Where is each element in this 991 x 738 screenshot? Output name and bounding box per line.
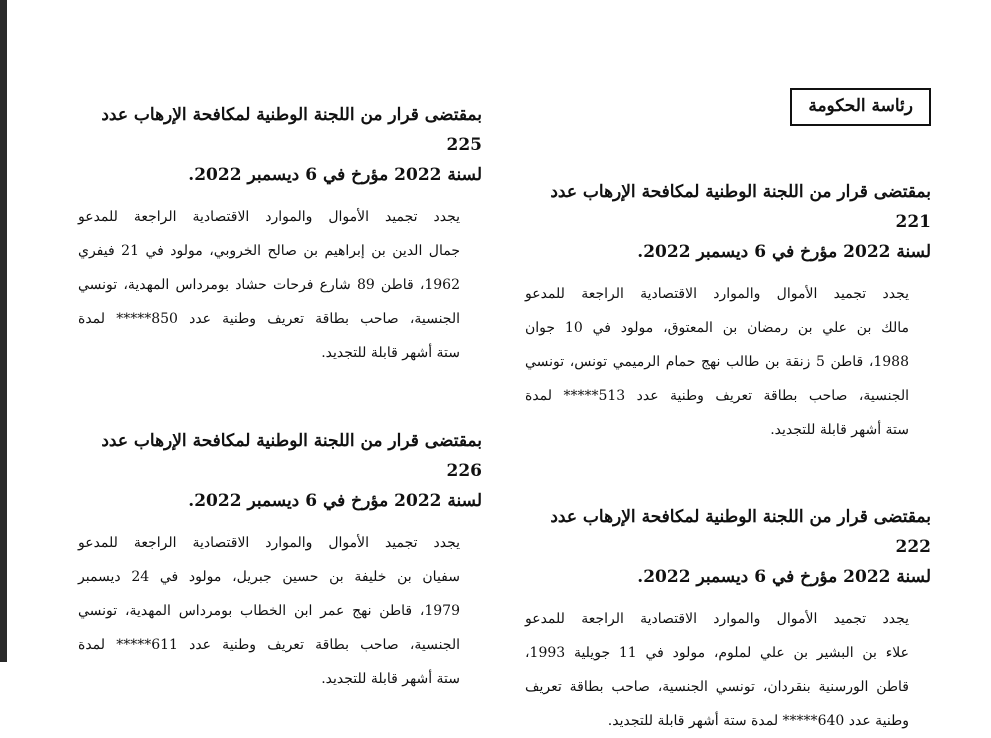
decree-222 — [525, 502, 931, 738]
decree-body-line: وطنية عدد 640***** لمدة ستة أشهر قابلة للتجديد. — [607, 713, 909, 729]
decree-body-line: 1979، قاطن نهج عمر ابن الخطاب بومرداس المهدية، تونسي — [78, 603, 460, 619]
decree-title-line: لسنة 2022 مؤرخ في 6 ديسمبر 2022. — [637, 242, 931, 262]
decree-title — [78, 426, 482, 516]
decree-title — [525, 177, 931, 267]
decree-body — [525, 602, 931, 738]
decree-body-line: جمال الدين بن إبراهيم بن صالح الخروبي، مولود في 21 فيفري — [78, 243, 460, 259]
decree-title-line: بمقتضى قرار من اللجنة الوطنية لمكافحة الإرهاب عدد 226 — [101, 431, 482, 481]
decree-221 — [525, 177, 931, 447]
decree-body — [78, 526, 482, 696]
section-heading-wrap — [525, 88, 931, 138]
page-edge-rule — [0, 0, 7, 662]
decree-title — [525, 502, 931, 592]
decree-body-line: يجدد تجميد الأموال والموارد الاقتصادية الراجعة للمدعو — [78, 209, 460, 225]
decree-body-line: علاء بن البشير بن علي لملوم، مولود في 11 جويلية 1993، — [525, 645, 909, 661]
decree-title-line: بمقتضى قرار من اللجنة الوطنية لمكافحة الإرهاب عدد 221 — [550, 182, 931, 232]
decree-body-line: ستة أشهر قابلة للتجديد. — [770, 422, 909, 438]
decree-title — [78, 100, 482, 190]
decree-title-line: لسنة 2022 مؤرخ في 6 ديسمبر 2022. — [188, 165, 482, 185]
decree-title-line: بمقتضى قرار من اللجنة الوطنية لمكافحة الإرهاب عدد 222 — [550, 507, 931, 557]
decree-body-line: 1962، قاطن 89 شارع فرحات حشاد بومرداس المهدية، تونسي — [78, 277, 460, 293]
decree-body-line: قاطن الورسنية بنقردان، تونسي الجنسية، صاحب بطاقة تعريف — [525, 679, 909, 695]
decree-title-line: لسنة 2022 مؤرخ في 6 ديسمبر 2022. — [637, 567, 931, 587]
decree-title-line: لسنة 2022 مؤرخ في 6 ديسمبر 2022. — [188, 491, 482, 511]
decree-body-line: ستة أشهر قابلة للتجديد. — [321, 671, 460, 687]
decree-body-line: مالك بن علي بن رمضان بن المعتوق، مولود في 10 جوان — [525, 320, 910, 336]
decree-title-line: بمقتضى قرار من اللجنة الوطنية لمكافحة الإرهاب عدد 225 — [101, 105, 482, 155]
decree-body-line: 1988، قاطن 5 زنقة بن طالب نهج حمام الرميمي تونس، تونسي — [525, 354, 909, 370]
decree-body-line: الجنسية، صاحب بطاقة تعريف وطنية عدد 611***** لمدة — [78, 637, 460, 653]
decree-body — [78, 200, 482, 370]
left-column — [78, 100, 482, 696]
decree-body-line: يجدد تجميد الأموال والموارد الاقتصادية الراجعة للمدعو — [525, 611, 909, 627]
decree-body — [525, 277, 931, 447]
decree-body-line: يجدد تجميد الأموال والموارد الاقتصادية الراجعة للمدعو — [78, 535, 460, 551]
right-column — [525, 88, 931, 738]
decree-body-line: الجنسية، صاحب بطاقة تعريف وطنية عدد 513***** لمدة — [525, 388, 909, 404]
decree-body-line: الجنسية، صاحب بطاقة تعريف وطنية عدد 850***** لمدة — [78, 311, 460, 327]
decree-225 — [78, 100, 482, 370]
decree-226 — [78, 426, 482, 696]
decree-body-line: سفيان بن خليفة بن حسين جبريل، مولود في 24 ديسمبر — [78, 569, 460, 585]
decree-body-line: يجدد تجميد الأموال والموارد الاقتصادية الراجعة للمدعو — [525, 286, 909, 302]
section-heading: رئاسة الحكومة — [790, 88, 931, 126]
decree-body-line: ستة أشهر قابلة للتجديد. — [321, 345, 460, 361]
